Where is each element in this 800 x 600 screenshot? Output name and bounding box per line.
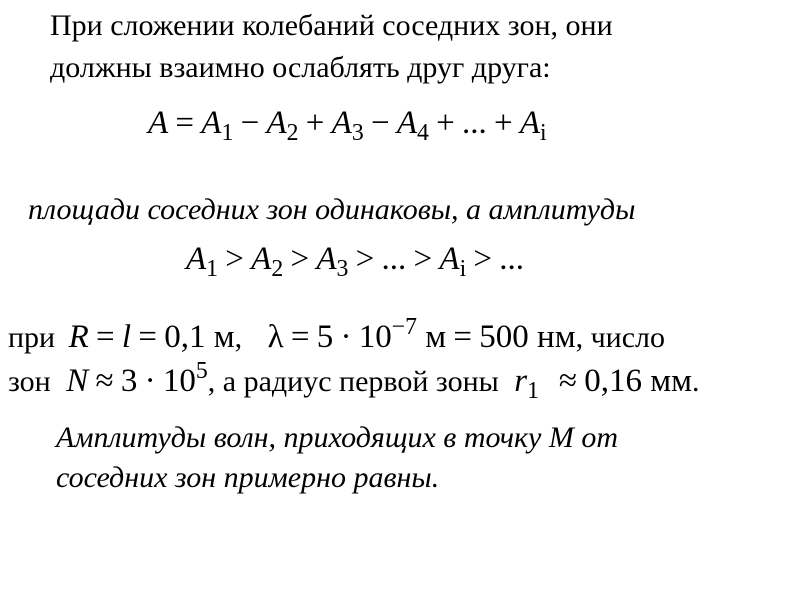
params-eq2: = [138, 319, 157, 355]
formula1-plus3: + [493, 105, 513, 141]
note-equal-areas: площади соседних зон одинаковы, а амплитуды [28, 193, 636, 226]
formula2-gt5: > [473, 241, 493, 277]
params-exp2: 5 [195, 357, 208, 384]
formula1-eq: = [175, 105, 195, 141]
formula1-sub1: 1 [221, 119, 234, 146]
params-lambda: λ [267, 319, 284, 355]
wavelength-expr [267, 313, 576, 355]
formula2-A3: A [316, 241, 337, 277]
params-l: l [121, 319, 132, 355]
formula1-A1: A [201, 105, 222, 141]
params-eq3: = [290, 319, 310, 355]
formula2-A1: A [186, 241, 207, 277]
params-line-1 [8, 313, 666, 358]
params-mm: мм [650, 363, 692, 399]
formula1-sub3: 3 [351, 119, 364, 146]
params-period: . [691, 365, 700, 398]
params-lm: м [425, 319, 447, 355]
amplitude-sum-formula [148, 104, 547, 144]
formula1-A2: A [266, 105, 287, 141]
params-dot2: · [144, 363, 156, 399]
formula1-A: A [148, 105, 169, 141]
note2-line-2: соседних зон примерно равны. [56, 461, 440, 494]
formula2-subi: i [459, 255, 467, 282]
intro-line-1: При сложении колебаний соседних зон, они [50, 9, 613, 42]
params-R: R [68, 319, 89, 355]
params-zon: зон [8, 365, 51, 398]
formula1-subi: i [540, 119, 547, 146]
params-rm: м [213, 319, 235, 355]
formula1-A4: A [396, 105, 417, 141]
params-pri: при [8, 321, 56, 354]
params-eq4: = [453, 319, 473, 355]
params-rsub: 1 [527, 377, 540, 404]
formula2-Ai: A [439, 241, 460, 277]
formula1-Ai: A [519, 105, 541, 141]
formula2-A2: A [251, 241, 272, 277]
params-N: N [66, 363, 89, 399]
params-r: r [514, 363, 528, 399]
formula1-minus2: − [370, 105, 390, 141]
formula1-sub2: 2 [286, 119, 299, 146]
params-exp1: −7 [391, 313, 418, 340]
formula1-minus1: − [240, 105, 260, 141]
formula2-sub1: 1 [206, 255, 219, 282]
params-eq1: = [96, 319, 115, 355]
params-line-2 [8, 357, 700, 404]
formula2-gt1: > [225, 241, 244, 277]
params-dot1: · [340, 319, 352, 355]
params-ten1: 10 [358, 319, 392, 355]
radius-length-expr [69, 319, 235, 355]
formula1-A3: A [331, 105, 352, 141]
params-five: 5 [316, 319, 334, 355]
amplitude-inequality-formula [186, 240, 524, 280]
first-zone-radius-expr [514, 363, 692, 404]
note2-line-1: Амплитуды волн, приходящих в точку М от [56, 421, 619, 454]
formula2-sub2: 2 [271, 255, 284, 282]
formula1-plus1: + [305, 105, 325, 141]
formula1-dots: ... [461, 105, 487, 141]
formula2-dots2: ... [499, 241, 525, 277]
params-ten2: 10 [162, 363, 196, 399]
formula1-sub4: 4 [416, 119, 429, 146]
params-nm: нм [537, 319, 576, 355]
params-chislo: , число [575, 321, 666, 354]
formula1-plus2: + [436, 105, 455, 141]
params-lnm: 500 [479, 319, 529, 355]
params-approx1: ≈ [95, 363, 114, 399]
formula2-gt4: > [413, 241, 433, 277]
params-rv: 0,16 [584, 363, 642, 399]
formula2-gt3: > [355, 241, 375, 277]
formula2-gt2: > [290, 241, 310, 277]
params-radius-text: , а радиус первой зоны [207, 365, 499, 398]
params-rval: 0,1 [164, 319, 206, 355]
zone-count-expr [66, 357, 208, 399]
params-approx2: ≈ [558, 363, 577, 399]
intro-line-2: должны взаимно ослаблять друг друга: [50, 51, 551, 84]
formula2-sub3: 3 [336, 255, 349, 282]
params-three: 3 [120, 363, 138, 399]
params-comma1: , [234, 321, 243, 354]
formula2-dots1: ... [381, 241, 407, 277]
